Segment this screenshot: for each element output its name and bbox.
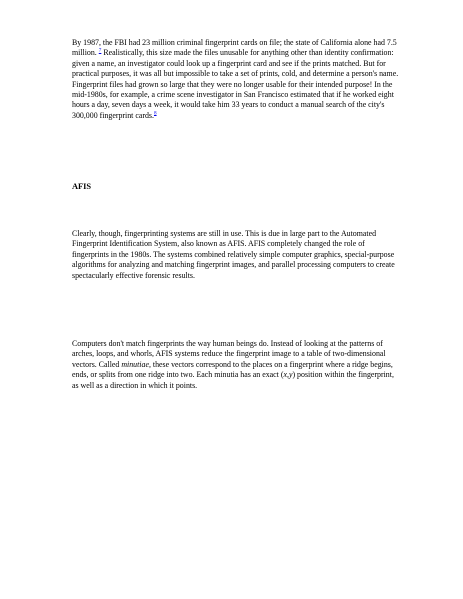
paragraph-3-text-b: these vectors correspond to the places on a fingerprint where a ridge begins, ends, or splits from one ridge into two. Each minutia has an exact ( bbox=[72, 359, 393, 380]
paragraph-3-coordinate: x,y bbox=[283, 370, 293, 380]
paragraph-fbi-fingerprint-files bbox=[72, 38, 402, 121]
paragraph-1-text-a: By 1987, the FBI had 23 million criminal fingerprint cards on file; the state of California alone had 7.5 million. bbox=[72, 38, 397, 58]
paragraph-1-text-b: Realistically, this size made the files unusable for anything other than identity confirmation: given a name, an investigator could look up a fingerprint card and see if the prints matched. But for practical purposes, it was all but impossible to take a set of prints, cold, and determine a person's name. Fingerprint files had grown so large that they were no longer usable for their intended purpose! In the mid-1980s, for example, a crime scene investigator in San Francisco estimated that if he worked eight hours a day, seven days a week, it would take him 33 years to conduct a manual search of the city's 300,000 fingerprint cards. bbox=[72, 48, 399, 120]
footnote-link-8[interactable]: 8 bbox=[153, 110, 157, 117]
paragraph-3-emphasis: minutiae, bbox=[121, 359, 151, 369]
paragraph-afis-overview: Clearly, though, fingerprinting systems are still in use. This is due in large part to the Automated Fingerprint Identification System, also known as AFIS. AFIS completely changed the role of fingerprints in the 1980s. The systems combined relatively simple computer graphics, special-purpose algorithms for analyzing and matching fingerprint images, and parallel processing computers to create spectacularly effective forensic results. bbox=[72, 229, 395, 280]
section-heading-afis: AFIS bbox=[72, 182, 92, 191]
footnote-link-7[interactable]: 7 bbox=[98, 47, 102, 54]
paragraph-3-text-a: Computers don't match fingerprints the way human beings do. Instead of looking at the patterns of arches, loops, and whorls, AFIS systems reduce the fingerprint image to a table of two-dimensional vectors. Called bbox=[72, 339, 386, 369]
paragraph-3-text-c: ) position within the fingerprint, as well as a direction in which it points. bbox=[72, 370, 394, 390]
paragraph-minutiae bbox=[72, 339, 402, 391]
